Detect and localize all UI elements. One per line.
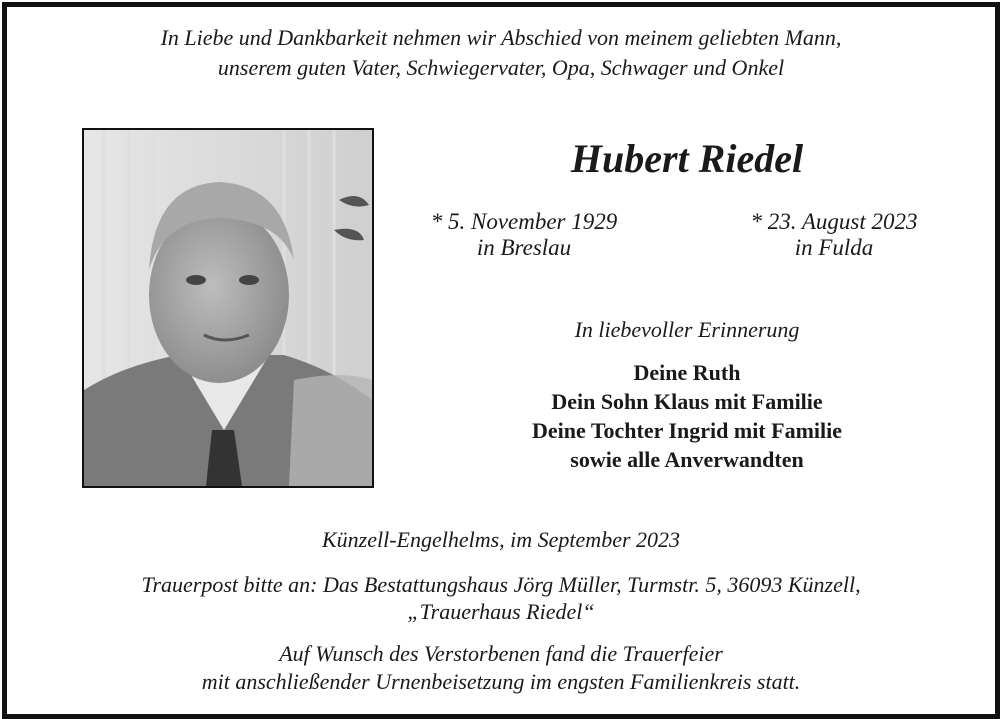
post-line-2: „Trauerhaus Riedel“ [407,599,595,624]
death-block [674,209,994,261]
portrait-photo [82,128,374,488]
funeral-note-line-1: Auf Wunsch des Verstorbenen fand die Trauerfeier [279,641,723,666]
funeral-note-line-2: mit anschließender Urnenbeisetzung im engsten Familienkreis statt. [201,669,801,694]
mourner-item: Dein Sohn Klaus mit Familie [551,389,823,414]
death-place: in Fulda [794,235,874,260]
deceased-name: Hubert Riedel [570,136,804,181]
intro-line-1: In Liebe und Dankbarkeit nehmen wir Abschied von meinem geliebten Mann, [160,25,842,50]
birth-place: in Breslau [476,235,572,260]
mourner-item: Deine Tochter Ingrid mit Familie [531,418,843,443]
mourners-list [387,358,987,474]
memory-line: In liebevoller Erinnerung [574,317,800,342]
intro-line-2: unserem guten Vater, Schwiegervater, Opa, Schwager und Onkel [217,55,785,80]
mourner-item: Deine Ruth [633,360,741,385]
birth-block [364,209,684,261]
place-date: Künzell-Engelhelms, im September 2023 [321,527,681,552]
death-date: * 23. August 2023 [750,209,918,234]
mourner-item: sowie alle Anverwandten [570,447,804,472]
post-line-1: Trauerpost bitte an: Das Bestattungshaus Jörg Müller, Turmstr. 5, 36093 Künzell, [141,572,861,597]
birth-date: * 5. November 1929 [430,209,618,234]
obituary-frame [2,2,1000,719]
